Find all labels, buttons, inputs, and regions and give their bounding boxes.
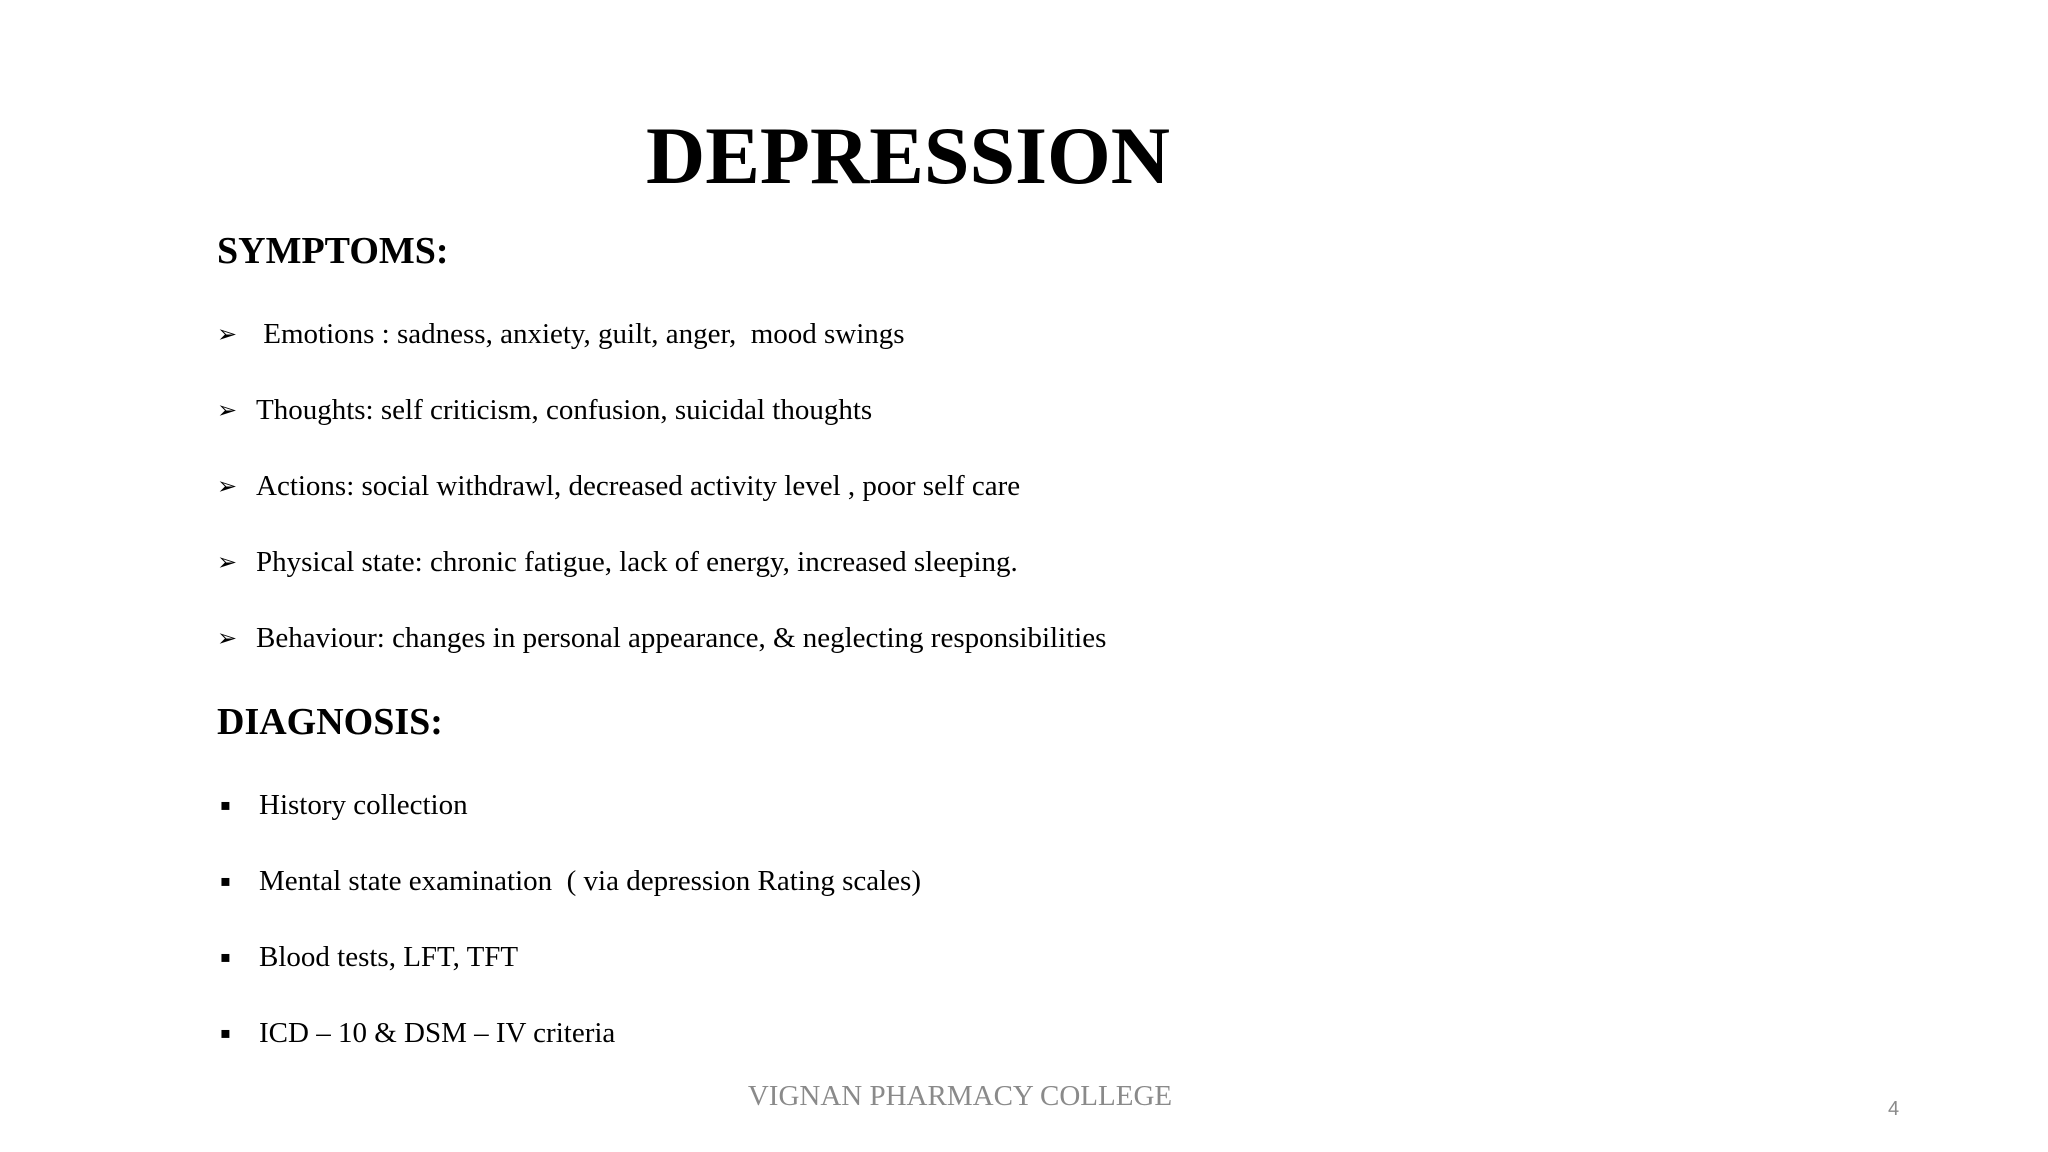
arrow-bullet-icon: ➢ [217, 472, 238, 500]
square-bullet-icon: ▪ [220, 871, 231, 890]
footer-college-name: VIGNAN PHARMACY COLLEGE [747, 1080, 1173, 1112]
diagnosis-text: Mental state examination ( via depression Rating scales) [259, 865, 921, 897]
diagnosis-item-history [217, 785, 468, 825]
symptom-text: Physical state: chronic fatigue, lack of energy, increased sleeping. [256, 546, 1018, 578]
arrow-bullet-icon: ➢ [217, 624, 238, 652]
symptom-item-thoughts [217, 390, 872, 430]
symptom-text: Emotions : sadness, anxiety, guilt, anger, mood swings [256, 318, 905, 350]
diagnosis-heading: DIAGNOSIS: [217, 701, 443, 743]
symptom-text: Behaviour: changes in personal appearance, & neglecting responsibilities [256, 622, 1107, 654]
arrow-bullet-icon: ➢ [217, 320, 238, 348]
symptoms-heading: SYMPTOMS: [217, 230, 449, 272]
symptom-item-behaviour [217, 618, 1106, 658]
diagnosis-text: ICD – 10 & DSM – IV criteria [259, 1017, 616, 1049]
diagnosis-item-blood-tests [217, 937, 518, 977]
arrow-bullet-icon: ➢ [217, 548, 238, 576]
square-bullet-icon: ▪ [220, 947, 231, 966]
symptom-item-physical-state [217, 542, 1018, 582]
diagnosis-item-criteria [217, 1013, 615, 1053]
diagnosis-text: Blood tests, LFT, TFT [259, 941, 519, 973]
square-bullet-icon: ▪ [220, 795, 231, 814]
symptom-item-emotions [217, 314, 905, 354]
diagnosis-item-mental-state [217, 861, 921, 901]
symptom-text: Actions: social withdrawl, decreased activity level , poor self care [256, 470, 1021, 502]
symptom-text: Thoughts: self criticism, confusion, suicidal thoughts [256, 394, 873, 426]
symptom-item-actions [217, 466, 1020, 506]
slide-title: DEPRESSION [645, 110, 1171, 201]
slide-page-number: 4 [1888, 1098, 1900, 1120]
diagnosis-text: History collection [259, 789, 468, 821]
square-bullet-icon: ▪ [220, 1023, 231, 1042]
arrow-bullet-icon: ➢ [217, 396, 238, 424]
